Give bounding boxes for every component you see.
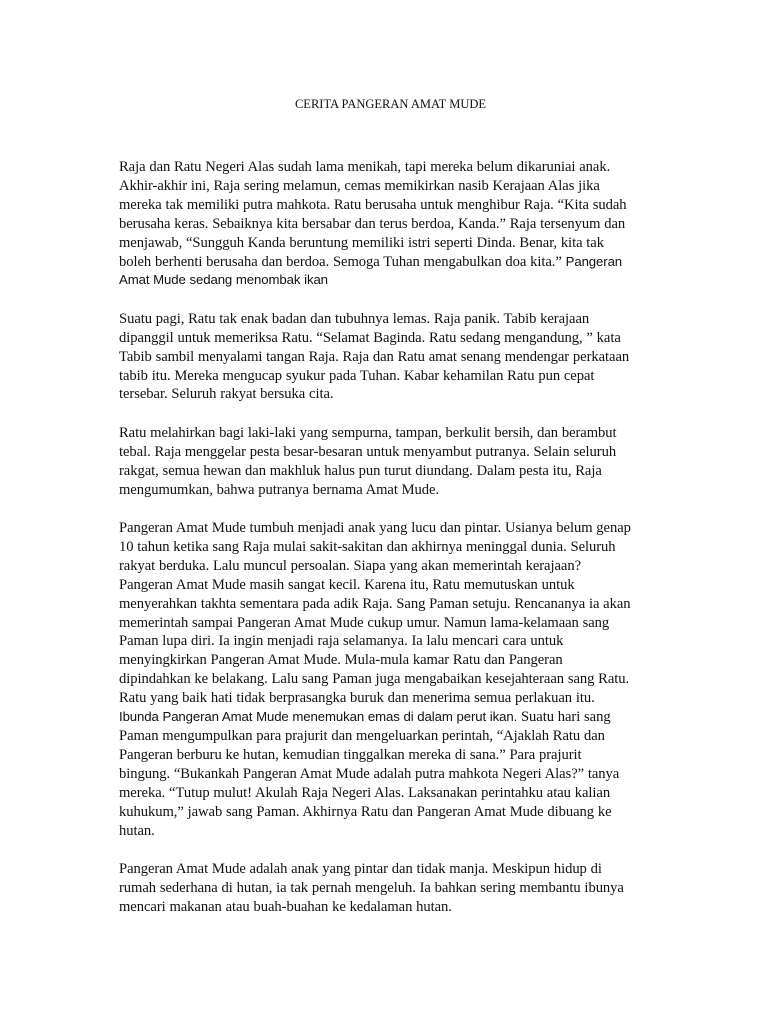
paragraph-2 — [119, 310, 636, 405]
paragraph-5-text: Pangeran Amat Mude adalah anak yang pintar dan tidak manja. Meskipun hidup di rumah sederhana di hutan, ia tak pernah mengeluh. Ia bahkan sering membantu ibunya mencari makanan atau buah-buahan ke kedalaman hutan. — [119, 860, 624, 915]
image-caption-1: Pangeran Amat Mude sedang menombak ikan — [119, 253, 623, 288]
paragraph-2-text: Suatu pagi, Ratu tak enak badan dan tubuhnya lemas. Raja panik. Tabib kerajaan dipanggil untuk memeriksa Ratu. “Selamat Baginda. Ratu sedang mengandung, ” kata Tabib sambil menyalami tangan Raja. Raja dan Ratu amat senang mendengar perkataan tabib itu. Mereka mengucap syukur pada Tuhan. Kabar kehamilan Ratu pun cepat tersebar. Seluruh rakyat bersuka cita. — [119, 310, 630, 403]
paragraph-4-tail: Suatu hari sang Paman mengumpulkan para prajurit dan mengeluarkan perintah, “Ajaklah Ratu dan Pangeran berburu ke hutan, kemudian tinggalkan mereka di sana.” Para prajurit bingung. “Bukankah Pangeran Amat Mude adalah putra mahkota Negeri Alas?” tanya mereka. “Tutup mulut! Akulah Raja Negeri Alas. Laksanakan perintahku atau kalian kuhukum,” jawab sang Paman. Akhirnya Ratu dan Pangeran Amat Mude dibuang ke hutan. — [119, 709, 620, 839]
paragraph-4-text: Pangeran Amat Mude tumbuh menjadi anak yang lucu dan pintar. Usianya belum genap 10 tahun ketika sang Raja mulai sakit-sakitan dan akhirnya meninggal dunia. Seluruh rakyat berduka. Lalu muncul persoalan. Siapa yang akan memerintah kerajaan? Pangeran Amat Mude masih sangat kecil. Karena itu, Ratu memutuskan untuk menyerahkan takhta sementara pada adik Raja. Sang Paman setuju. Rencananya ia akan memerintah sampai Pangeran Amat Mude cukup umur. Namun lama-kelamaan sang Paman lupa diri. Ia ingin menjadi raja selamanya. Ia lalu mencari cara untuk menyingkirkan Pangeran Amat Mude. Mula-mula kamar Ratu dan Pangeran dipindahkan ke belakang. Lalu sang Paman juga mengabaikan kesejahteraan sang Ratu. Ratu yang baik hati tidak berprasangka buruk dan menerima semua perlakuan itu. — [119, 520, 631, 707]
document-title: CERITA PANGERAN AMAT MUDE — [294, 97, 487, 111]
paragraph-3 — [119, 424, 636, 500]
image-caption-2: Ibunda Pangeran Amat Mude menemukan emas di dalam perut ikan. — [119, 709, 518, 725]
paragraph-3-text: Ratu melahirkan bagi laki-laki yang sempurna, tampan, berkulit bersih, dan berambut tebal. Raja menggelar pesta besar-besaran untuk menyambut putranya. Selain seluruh rakgat, semua hewan dan makhluk halus pun turut diundang. Dalam pesta itu, Raja mengumumkan, bahwa putranya bernama Amat Mude. — [119, 424, 617, 498]
paragraph-1 — [119, 158, 636, 290]
paragraph-1-text: Raja dan Ratu Negeri Alas sudah lama menikah, tapi mereka belum dikaruniai anak. Akhir-akhir ini, Raja sering melamun, cemas memikirkan nasib Kerajaan Alas jika mereka tak memiliki putra mahkota. Ratu berusaha untuk menghibur Raja. “Kita sudah berusaha keras. Sebaiknya kita bersabar dan terus berdoa, Kanda.” Raja tersenyum dan menjawab, “Sungguh Kanda beruntung memiliki istri seperti Dinda. Benar, kita tak boleh berhenti berusaha dan berdoa. Semoga Tuhan mengabulkan doa kita.” — [119, 159, 627, 270]
paragraph-4 — [119, 519, 636, 840]
paragraph-5 — [119, 860, 636, 917]
